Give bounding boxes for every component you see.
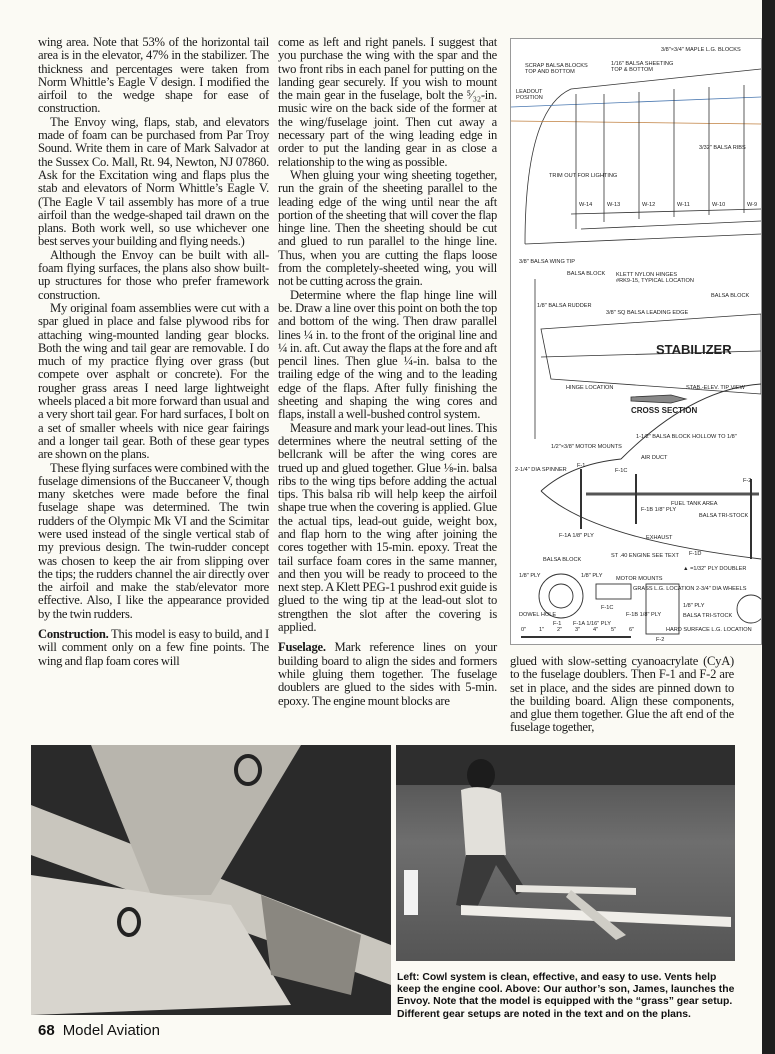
plan-label: 3": [575, 627, 581, 633]
paragraph: Although the Envoy can be built with all-foam flying surfaces, the plans also show built-up structures for those who prefer framework construction.: [38, 247, 269, 302]
plan-label: MOTOR MOUNTS: [616, 576, 663, 582]
photo-cowl-closeup: [31, 745, 391, 1015]
plan-label: 1/2"×3/8" MOTOR MOUNTS: [551, 444, 622, 450]
plan-label: W-14: [579, 202, 593, 208]
plan-label: 1/8" PLY: [519, 573, 541, 579]
plan-label: FUEL TANK AREA: [671, 501, 718, 507]
plan-label: W-13: [607, 202, 621, 208]
plan-label: F-1D: [689, 551, 702, 557]
plan-label: 3/8" SQ BALSA LEADING EDGE: [606, 310, 689, 316]
photo-left-image: [31, 745, 391, 1015]
construction-heading: Construction.: [38, 627, 109, 642]
plan-label: 4": [593, 627, 599, 633]
paragraph: My original foam assemblies were cut with a spar glued in place and false plywood ribs for attaching wing-mounted landing gear blocks. Both the wing and tail gear are removable. I do much of my practice flying over grass (but compete over asphalt or concrete). For the rougher grass areas I need large lightweight wheels placed a bit more forward than usual and a very short tail gear. For hard surfaces, I bolt on a set of smaller wheels with nice gear fairings and a longer tail gear. Both of these gear types are shown on the plans.: [38, 300, 269, 462]
paragraph: glued with slow-setting cyanoacrylate (CyA) to the fuselage doublers. Then F-1 and F-2 are set in place, and the sides are pinned down to the building board. Align these components, and glue them together. Glue the aft end of the fuselage together,: [510, 654, 734, 735]
plan-label: BALSA TRI-STOCK: [699, 513, 749, 519]
paragraph: Determine where the flap hinge line will be. Draw a line over this point on both the top and bottom of the wing. Then draw parallel lines ¼ in. to the front of the original line and ¼ in. aft. Cut away the flaps at the fore and aft pencil lines. Then glue ¼-in. balsa to the trailing edge of the wing and to the leading edge of the flaps. After fully finishing the sheeting and shaping the wing cores and flaps, install a well-bushed control system.: [278, 287, 497, 422]
plan-label: HINGE LOCATION: [566, 385, 614, 391]
paragraph: When gluing your wing sheeting together, run the grain of the sheeting parallel to the leading edge of the wing until near the aft portion of the sheeting that will cover the flap hinge line. Then the sheeting should be cut and glued to run parallel to the hinge line. Thus, when you are cutting the flaps loose from the completely-sheeted wing, you will not be cutting across the grain.: [278, 167, 497, 289]
paragraph: Measure and mark your lead-out lines. This determines where the neutral setting of the bellcrank will be after the wing cores are trued up and glued together. Glue ⅛-in. balsa ribs to the wing tips before adding the actual tips. This balsa rib will help keep the airfoil shape true when the covering is applied. Glue the actual tips, lead-out guide, weight box, and flap horn to the wing after joining the cores together with 15-min. epoxy. Treat the tail surface foam cores in the same manner, and then you will be ready to proceed to the next step. A Klett PEG-1 pushrod exit guide is glued to the wing tip at the lead-out slot to strengthen the slot after the covering is applied.: [278, 420, 497, 635]
plan-label: 6": [629, 627, 635, 633]
plan-label: CROSS SECTION: [631, 406, 698, 415]
photo-right-image: [396, 745, 735, 961]
plan-label: LEADOUT: [516, 89, 543, 95]
plan-label: W-11: [677, 202, 690, 208]
plan-label: AIR DUCT: [641, 455, 668, 461]
plan-label: TOP & BOTTOM: [611, 67, 653, 73]
fuselage-heading: Fuselage.: [278, 640, 326, 655]
plan-label: TRIM OUT FOR LIGHTING: [549, 173, 618, 179]
magazine-name: Model Aviation: [62, 1022, 160, 1039]
fuselage-text: Mark reference lines on your building board to align the sides and formers while gluing them together. The fuselage doublers are glued to the sides with 5-min. epoxy. The engine mount blocks are: [278, 640, 497, 708]
plan-label: BALSA BLOCK: [543, 557, 582, 563]
paragraph: come as left and right panels. I suggest that you purchase the wing with the spar and the two front ribs in each panel for putting on the landing gear securely. If you wish to mount the main gear in the fuselage, bolt the ⁵⁄₃₂-in. music wire on the back side of the former at the wing/fuselage joint. Then cut away a necessary part of the wing leading edge in order to put the landing gear in as close a relationship to the wing as possible.: [278, 35, 497, 169]
page-edge-shadow: [762, 0, 775, 1054]
plans-svg: [511, 39, 761, 644]
plan-label: BALSA TRI-STOCK: [683, 613, 733, 619]
plan-label: F-1A 1/8" PLY: [559, 533, 594, 539]
paragraph: The Envoy wing, flaps, stab, and elevators made of foam can be purchased from Par Troy Sound. Write them in care of Mark Salvador at the Sussex Co. Mall, Rt. 94, Newton, NJ 07860. Ask for the Excitation wing and flaps plus the stab and elevators of Norm Whittle’s Eagle V. (The Eagle V tail assembly has more of a true airfoil than the wedge-shaped tail drawn on the plans. Both work well, so use whichever one best serves your building and flying needs.): [38, 114, 269, 249]
plan-label: F-1: [577, 463, 586, 469]
photo-caption: Left: Cowl system is clean, effective, and easy to use. Vents help keep the engine cool. Above: Our author’s son, James, launches the Envoy. Note that the model is equipped with the “grass” gear setup. Different gear setups are noted in the text and on the plans.: [397, 972, 735, 1020]
plan-label: F-2: [743, 478, 752, 484]
plan-label: F-2: [656, 637, 665, 643]
paragraph: wing area. Note that 53% of the horizontal tail area is in the elevator, 47% in the stabilizer. The thickness and percentages were taken from Norm Whittle’s Eagle V design. I modified the airfoil to the wedge shape for ease of construction.: [38, 35, 269, 116]
photo-launch: [396, 745, 735, 961]
paragraph: These flying surfaces were combined with the fuselage dimensions of the Buccaneer V, though many sketches were made before the final fuselage shape was determined. The twin rudders of the Olympic Mk VI and the Scimitar were used instead of the single vertical stab of my previous design. The twin-rudder concept was chosen to keep the air from slipping over the tips; the rudders channel the air directly over the airfoil and make the stab/elevator more effective. Also, I like the appearance provided by the twin rudders.: [38, 460, 269, 621]
plan-label: 2": [557, 627, 563, 633]
plan-label: F-1: [553, 621, 562, 627]
plan-label: 3/8"×3/4" MAPLE L.G. BLOCKS: [661, 47, 741, 53]
plan-label: 0": [521, 627, 527, 633]
plan-label: STAB.-ELEV. TIP VIEW: [686, 385, 745, 391]
plan-label: TOP AND BOTTOM: [525, 69, 575, 75]
plan-label: 1-1/2" BALSA BLOCK HOLLOW TO 1/8": [636, 434, 737, 440]
plan-label: 3/8" BALSA WING TIP: [519, 259, 575, 265]
plan-label: F-1C: [601, 605, 614, 611]
plan-label: ▲ =1/32" PLY DOUBLER: [683, 566, 747, 572]
article-column-2: [278, 36, 497, 708]
plan-label: DOWEL HOLE: [519, 612, 557, 618]
page-footer: [38, 1022, 160, 1039]
plan-label: BALSA BLOCK: [567, 271, 606, 277]
plan-label: EXHAUST: [646, 535, 673, 541]
plan-label: HARD SURFACE L.G. LOCATION: [666, 627, 752, 633]
plan-label: F-1B 1/8" PLY: [641, 507, 677, 513]
plan-label: W-9: [747, 202, 758, 208]
plan-label: F-1A 1/16" PLY: [573, 621, 611, 627]
plan-label: 1/8" PLY: [683, 603, 705, 609]
plan-label: 1": [539, 627, 545, 633]
plan-label: KLETT NYLON HINGES: [616, 272, 678, 278]
plans-drawing: [510, 38, 762, 645]
plan-label: W-12: [642, 202, 656, 208]
plan-label: SCRAP BALSA BLOCKS: [525, 63, 588, 69]
plan-label: 3/32" BALSA RIBS: [699, 145, 746, 151]
page-number: 68: [38, 1022, 55, 1039]
plan-label: BALSA BLOCK: [711, 293, 750, 299]
plan-label: POSITION: [516, 95, 543, 101]
article-column-1: [38, 36, 269, 668]
wing-outline: [511, 69, 761, 244]
plan-label: 2-1/4" DIA SPINNER: [515, 467, 567, 473]
plan-label: 1/8" BALSA RUDDER: [537, 303, 592, 309]
construction-paragraph: [38, 628, 269, 668]
plan-label: 1/16" BALSA SHEETING: [611, 61, 674, 67]
fuselage-paragraph: [278, 641, 497, 707]
stabilizer-title: STABILIZER: [656, 342, 732, 357]
plan-label: F-1C: [615, 468, 628, 474]
plan-label: 5": [611, 627, 617, 633]
plan-label: #RK9-15, TYPICAL LOCATION: [616, 278, 694, 284]
plan-label: GRASS L.G. LOCATION 2-3/4" DIA WHEELS: [633, 586, 747, 592]
construction-text: This model is easy to build, and I will comment only on a few fine points. The wing and flap foam cores will: [38, 627, 269, 668]
plan-label: F-1B 1/8" PLY: [626, 612, 662, 618]
plan-label: 1/8" PLY: [581, 573, 603, 579]
article-column-3: [510, 655, 734, 735]
plan-label: W-10: [712, 202, 726, 208]
plan-label: ST .40 ENGINE SEE TEXT: [611, 553, 679, 559]
